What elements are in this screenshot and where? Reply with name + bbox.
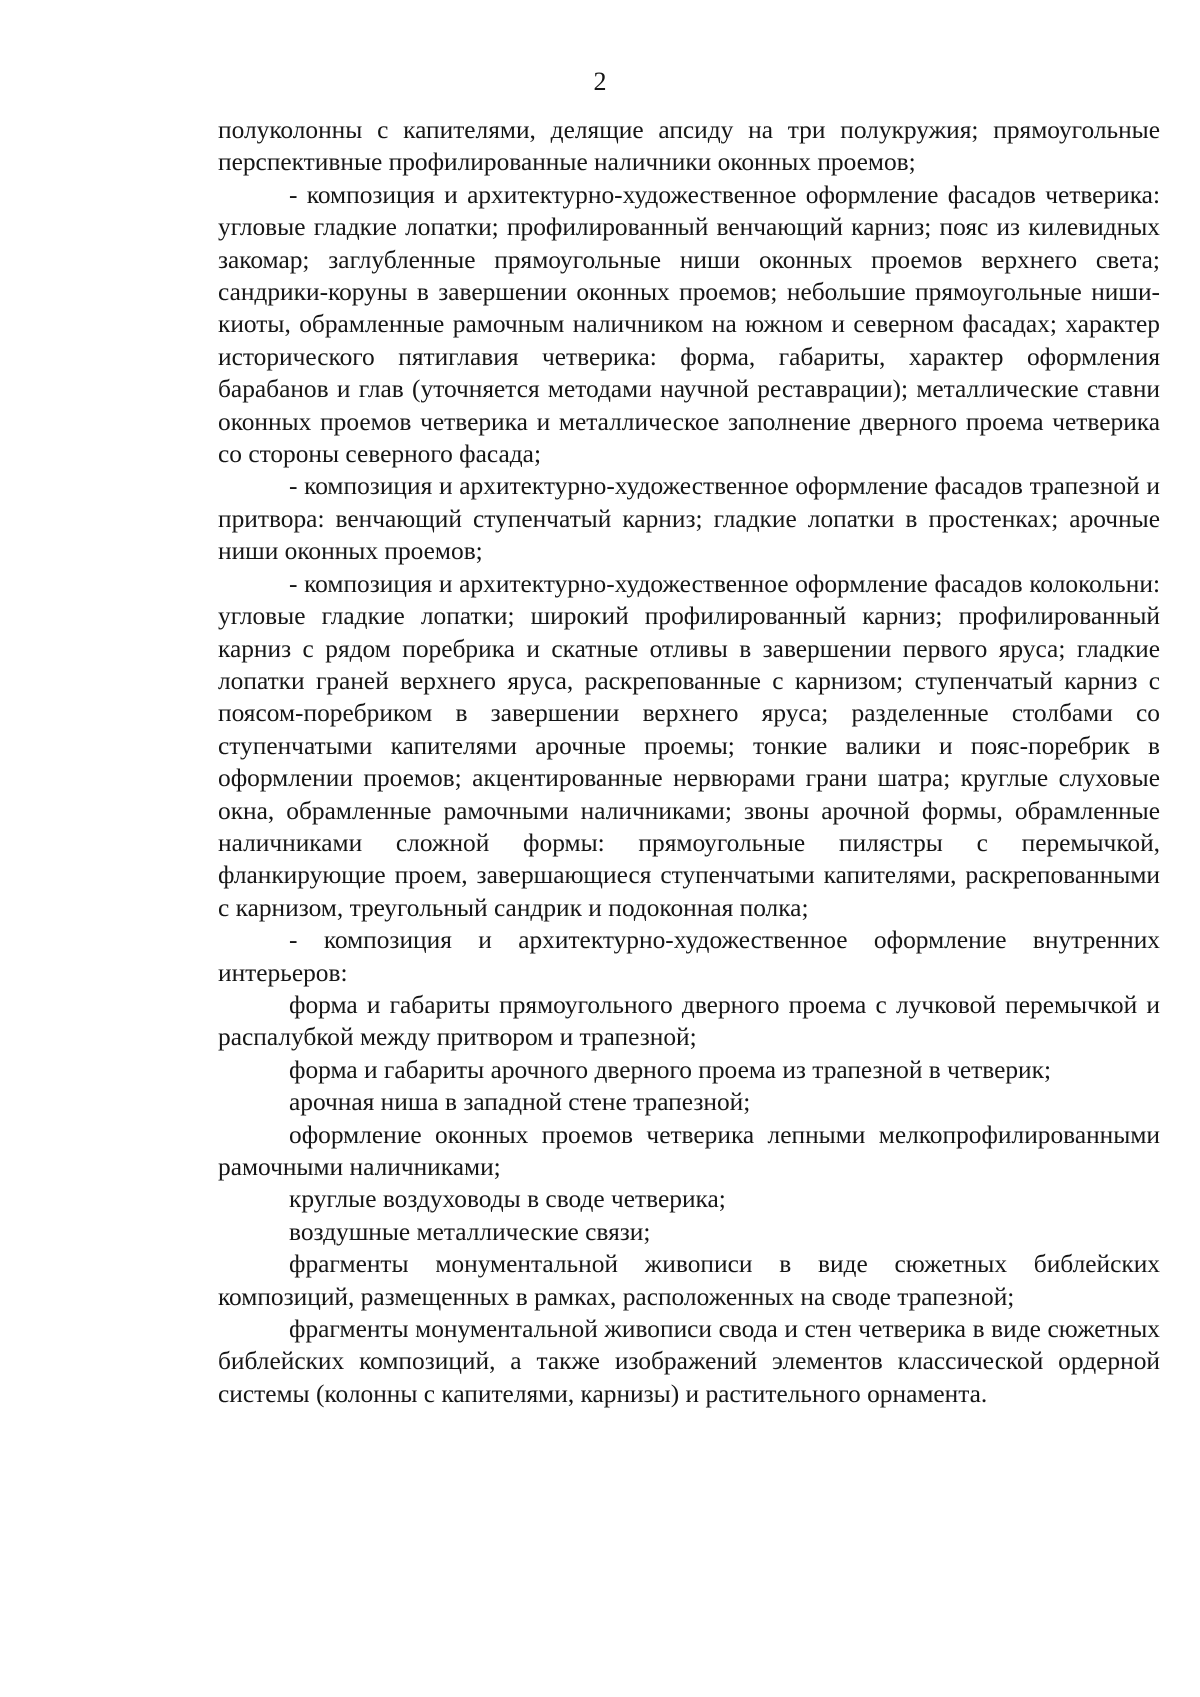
paragraph: фрагменты монументальной живописи в виде сюжетных библейских композиций, размещенных в рамках, расположенных на своде трапезной; [218, 1250, 1160, 1311]
paragraph: фрагменты монументальной живописи свода и стен четверика в виде сюжетных библейских композиций, а также изображений элементов классической ордерной системы (колонны с капителями, карнизы) и растительного орнамента. [218, 1315, 1160, 1408]
paragraph: - композиция и архитектурно-художественное оформление внутренних интерьеров: [218, 926, 1160, 987]
document-body [218, 114, 1160, 1410]
paragraph: круглые воздуховоды в своде четверика; [289, 1185, 726, 1214]
paragraph: арочная ниша в западной стене трапезной; [289, 1088, 751, 1117]
paragraph: оформление оконных проемов четверика лепными мелкопрофилированными рамочными наличниками; [218, 1120, 1160, 1181]
paragraph: полуколонны с капителями, делящие апсиду на три полукружия; прямоугольные перспективные профилированные наличники оконных проемов; [218, 116, 1160, 177]
page-number: 2 [593, 67, 607, 96]
paragraph: - композиция и архитектурно-художественное оформление фасадов трапезной и притвора: венчающий ступенчатый карниз; гладкие лопатки в простенках; арочные ниши оконных проемов; [218, 472, 1160, 566]
paragraph: форма и габариты арочного дверного проема из трапезной в четверик; [289, 1055, 1052, 1084]
paragraph: форма и габариты прямоугольного дверного проема с лучковой перемычкой и распалубкой между притвором и трапезной; [218, 990, 1160, 1052]
paragraph: - композиция и архитектурно-художественное оформление фасадов четверика: угловые гладкие лопатки; профилированный венчающий карниз; пояс из килевидных закомар; заглубленные прямоугольные ниши оконных проемов верхнего света; сандрики-коруны в завершении оконных проемов; небольшие прямоугольные ниши-киоты, обрамленные рамочным наличником на южном и северном фасадах; характер исторического пятиглавия четверика: форма, габариты, характер оформления барабанов и глав (уточняется методами научной реставрации); металлические ставни оконных проемов четверика и металлическое заполнение дверного проема четверика со стороны северного фасада; [218, 180, 1160, 469]
paragraph: воздушные металлические связи; [289, 1217, 651, 1246]
paragraph: - композиция и архитектурно-художественное оформление фасадов колокольни: угловые гладкие лопатки; широкий профилированный карниз; профилированный карниз с рядом поребрика и скатные отливы в завершении первого яруса; гладкие лопатки граней верхнего яруса, раскрепованные с карнизом; ступенчатый карниз с поясом-поребриком в завершении верхнего яруса; разделенные столбами со ступенчатыми капителями арочные проемы; тонкие валики и пояс-поребрик в оформлении проемов; акцентированные нервюрами грани шатра; круглые слуховые окна, обрамленные рамочными наличниками; звоны арочной формы, обрамленные наличниками сложной формы: прямоугольные пилястры с перемычкой, фланкирующие проем, завершающиеся ступенчатыми капителями, раскрепованными с карнизом, треугольный сандрик и подоконная полка; [218, 569, 1160, 922]
